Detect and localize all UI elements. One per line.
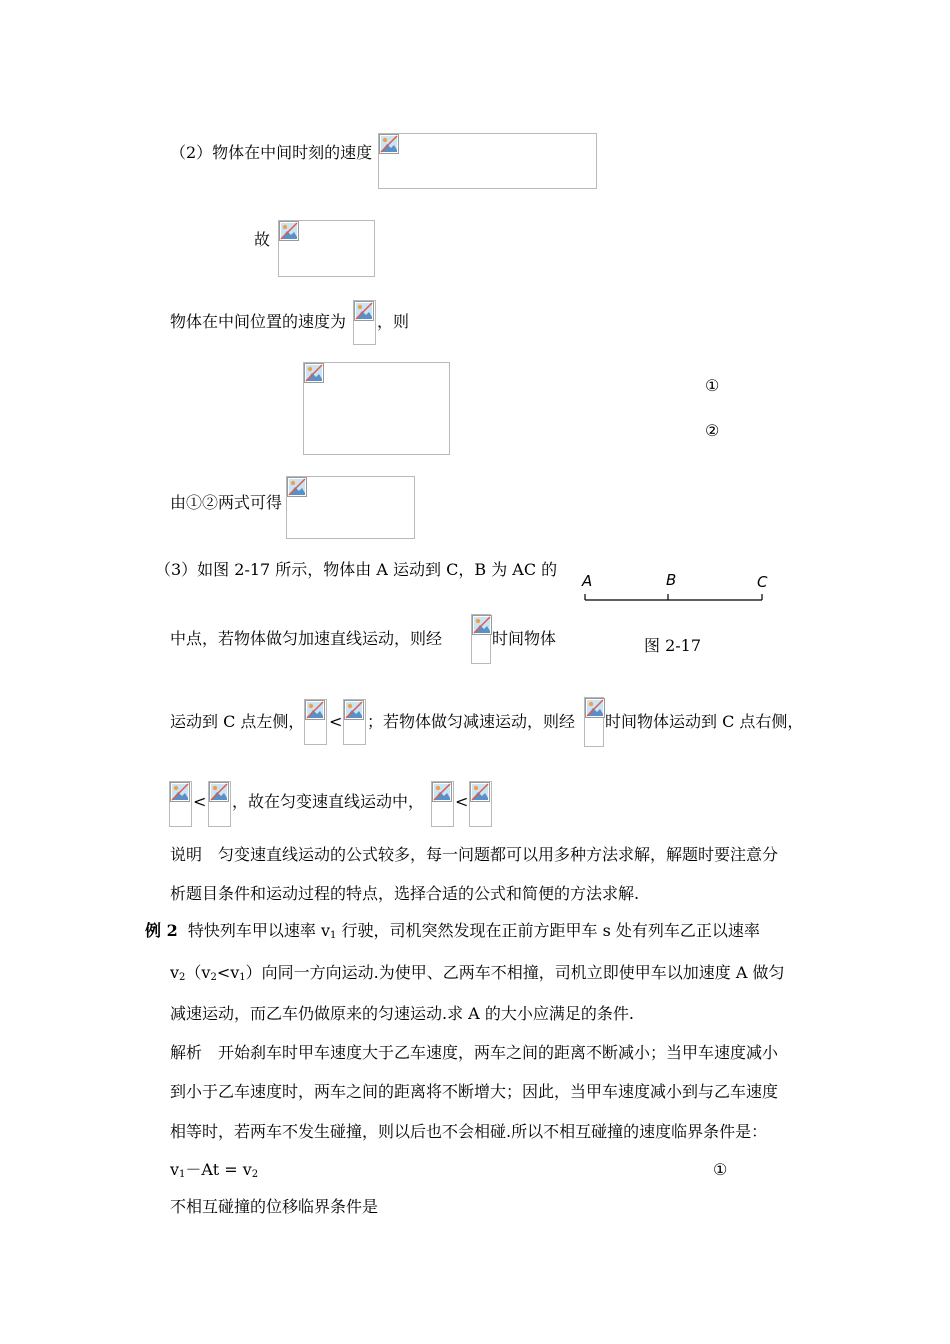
text-line: 物体在中间位置的速度为: [170, 312, 347, 331]
formula-image: [343, 699, 366, 745]
formula-image: [304, 699, 327, 745]
broken-image-icon: [379, 134, 399, 154]
formula-image: [469, 781, 492, 827]
figure-caption: 图 2-17: [644, 636, 702, 655]
broken-image-icon: [279, 221, 299, 241]
formula-image: [278, 220, 375, 277]
broken-image-icon: [209, 782, 229, 802]
text-line: 运动到 C 点左侧，: [170, 712, 305, 731]
text-line: ，故在匀变速直线运动中，: [232, 792, 425, 811]
text-then: ，则: [377, 312, 410, 331]
equation-text: v: [170, 1160, 180, 1179]
text-gu: 故: [254, 230, 271, 249]
subscript: 1: [239, 972, 246, 983]
example-text: <v: [216, 963, 240, 982]
formula-image: [431, 781, 454, 827]
text-line: （3）如图 2-17 所示，物体由 A 运动到 C，B 为 AC 的: [155, 560, 558, 579]
text-line: 中点，若物体做匀加速直线运动，则经: [170, 629, 443, 648]
broken-image-icon: [354, 301, 374, 321]
subscript: 2: [210, 972, 217, 983]
formula-image: [353, 300, 376, 345]
broken-image-icon: [170, 782, 190, 802]
analysis-line: 到小于乙车速度时，两车之间的距离将不断增大；因此，当甲车速度减小到与乙车速度: [170, 1082, 779, 1101]
text-line: 由①②两式可得: [170, 493, 283, 512]
broken-image-icon: [344, 700, 364, 720]
example-text: ）向同一方向运动.为使甲、乙两车不相撞，司机立即使甲车以加速度 A 做匀: [245, 963, 785, 982]
formula-image: [471, 614, 491, 664]
text-line: （2）物体在中间时刻的速度: [170, 143, 373, 162]
point-label-b: B: [666, 571, 677, 589]
segment-diagram: [578, 572, 778, 608]
example-text: 行驶，司机突然发现在正前方距甲车 s 处有列车乙正以速率: [336, 921, 760, 940]
less-than: <: [455, 792, 469, 811]
example-line-2: [170, 963, 785, 988]
example-line-3: 减速运动，而乙车仍做原来的匀速运动.求 A 的大小应满足的条件.: [170, 1004, 634, 1023]
broken-image-icon: [472, 615, 492, 635]
point-label-a: A: [582, 572, 593, 590]
point-label-c: C: [757, 573, 768, 591]
subscript: 2: [251, 1169, 259, 1180]
less-than: <: [193, 792, 207, 811]
analysis-line: 解析 开始刹车时甲车速度大于乙车速度，两车之间的距离不断减小；当甲车速度减小: [170, 1043, 779, 1062]
text-line: 时间物体运动到 C 点右侧，: [605, 712, 804, 731]
example-text: （v: [185, 963, 211, 982]
formula-image: [286, 476, 415, 539]
analysis-line: 相等时，若两车不发生碰撞，则以后也不会相碰.所以不相互碰撞的速度临界条件是：: [170, 1122, 768, 1141]
broken-image-icon: [287, 477, 307, 497]
example-text: v: [170, 963, 180, 982]
broken-image-icon: [432, 782, 452, 802]
formula-image: [303, 362, 450, 455]
formula-image: [208, 781, 231, 827]
formula-image: [169, 781, 192, 827]
text-line: ；若物体做匀减速运动，则经: [367, 712, 576, 731]
equation-number: ②: [705, 421, 720, 440]
equation-text: －At = v: [185, 1160, 252, 1179]
subscript: 1: [179, 1169, 186, 1180]
equation: [170, 1160, 258, 1185]
broken-image-icon: [304, 363, 324, 383]
note-line: 析题目条件和运动过程的特点，选择合适的公式和简便的方法求解.: [170, 884, 640, 903]
analysis-line: 不相互碰撞的位移临界条件是: [170, 1197, 379, 1216]
equation-number: ①: [713, 1160, 728, 1179]
text-line: 时间物体: [492, 629, 557, 648]
example-label: 例 2: [145, 921, 178, 940]
example-text: 特快列车甲以速率 v: [187, 921, 331, 940]
equation-number: ①: [705, 376, 720, 395]
less-than: <: [329, 712, 343, 731]
note-line: 说明 匀变速直线运动的公式较多，每一问题都可以用多种方法求解，解题时要注意分: [170, 845, 779, 864]
subscript: 1: [330, 930, 337, 941]
example-line-1: [145, 921, 760, 946]
broken-image-icon: [305, 700, 325, 720]
broken-image-icon: [470, 782, 490, 802]
formula-image: [378, 133, 597, 189]
subscript: 2: [179, 972, 186, 983]
formula-image: [584, 697, 604, 747]
broken-image-icon: [585, 698, 605, 718]
